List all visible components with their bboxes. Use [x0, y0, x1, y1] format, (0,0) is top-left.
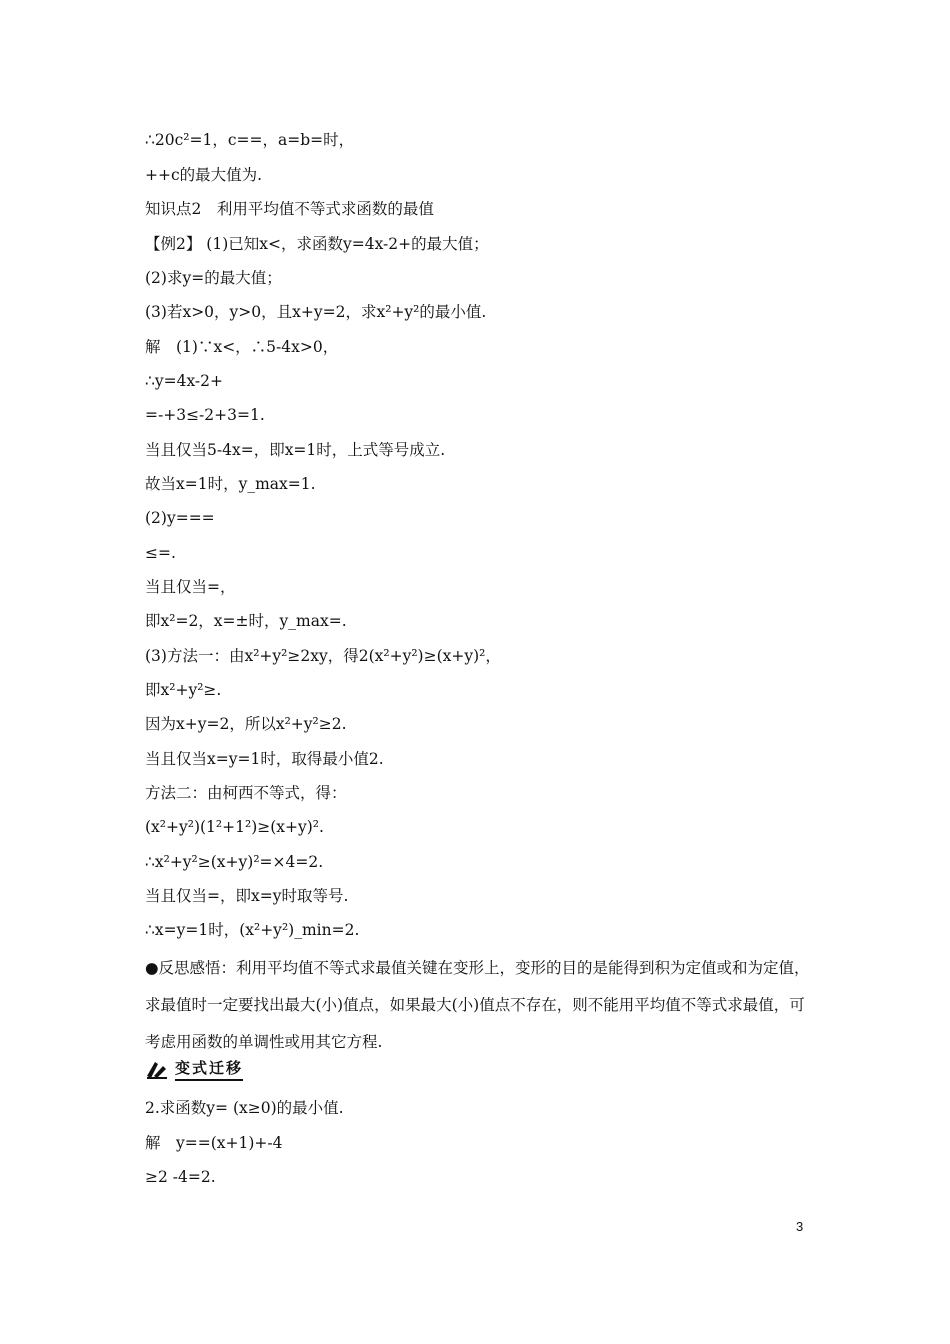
text-line: 解 (1)∵x<，∴5-4x>0，	[145, 338, 339, 356]
text-line: ++c的最大值为.	[145, 166, 263, 184]
text-line: (3)若x>0，y>0，且x+y=2，求x²+y²的最小值.	[145, 303, 487, 321]
text-line: ≤=.	[145, 544, 176, 562]
text-line: 即x²=2，x=±时，y_max=.	[145, 612, 347, 630]
text-line: 当且仅当=，	[145, 578, 236, 596]
text-line: =-+3≤-2+3=1.	[145, 406, 265, 424]
text-line: ∴y=4x-2+	[145, 372, 224, 390]
text-line: (2)y===	[145, 509, 215, 527]
text-line: ∴x=y=1时，(x²+y²)_min=2.	[145, 921, 360, 939]
example-heading: 【例2】 (1)已知x<，求函数y=4x-2+的最大值；	[145, 235, 489, 253]
text-line: 方法二：由柯西不等式，得：	[145, 784, 347, 802]
text-line: ∴x²+y²≥(x+y)²=×4=2.	[145, 853, 324, 871]
text-line: 因为x+y=2，所以x²+y²≥2.	[145, 715, 347, 733]
text-line: (3)方法一：由x²+y²≥2xy，得2(x²+y²)≥(x+y)²，	[145, 647, 501, 665]
variant-section-heading	[145, 1058, 243, 1080]
text-line: 当且仅当=，即x=y时取等号.	[145, 887, 349, 905]
page-number: 3	[796, 1219, 804, 1234]
exercise-line: 解 y==(x+1)+-4	[145, 1134, 283, 1152]
exercise-line: 2.求函数y= (x≥0)的最小值.	[145, 1099, 344, 1117]
section-heading-label: 变式迁移	[175, 1057, 243, 1081]
text-line: ∴20c²=1，c==，a=b=时，	[145, 131, 355, 149]
text-line: 即x²+y²≥.	[145, 681, 222, 699]
text-line: (2)求y=的最大值；	[145, 269, 282, 287]
text-line: 当且仅当5-4x=，即x=1时，上式等号成立.	[145, 441, 446, 459]
reflection-paragraph: ●反思感悟：利用平均值不等式求最值关键在变形上，变形的目的是能得到积为定值或和为定值，求最值时一定要找出最大(小)值点，如果最大(小)值点不存在，则不能用平均值不等式求最值，可考虑用函数的单调性或用其它方程.	[145, 959, 810, 1051]
pencil-ruler-icon	[145, 1058, 169, 1080]
section-title: 知识点2 利用平均值不等式求函数的最值	[145, 200, 434, 218]
text-line: (x²+y²)(1²+1²)≥(x+y)².	[145, 818, 324, 836]
text-line: 故当x=1时，y_max=1.	[145, 475, 316, 493]
exercise-line: ≥2 -4=2.	[145, 1168, 216, 1186]
text-line: 当且仅当x=y=1时，取得最小值2.	[145, 750, 384, 768]
